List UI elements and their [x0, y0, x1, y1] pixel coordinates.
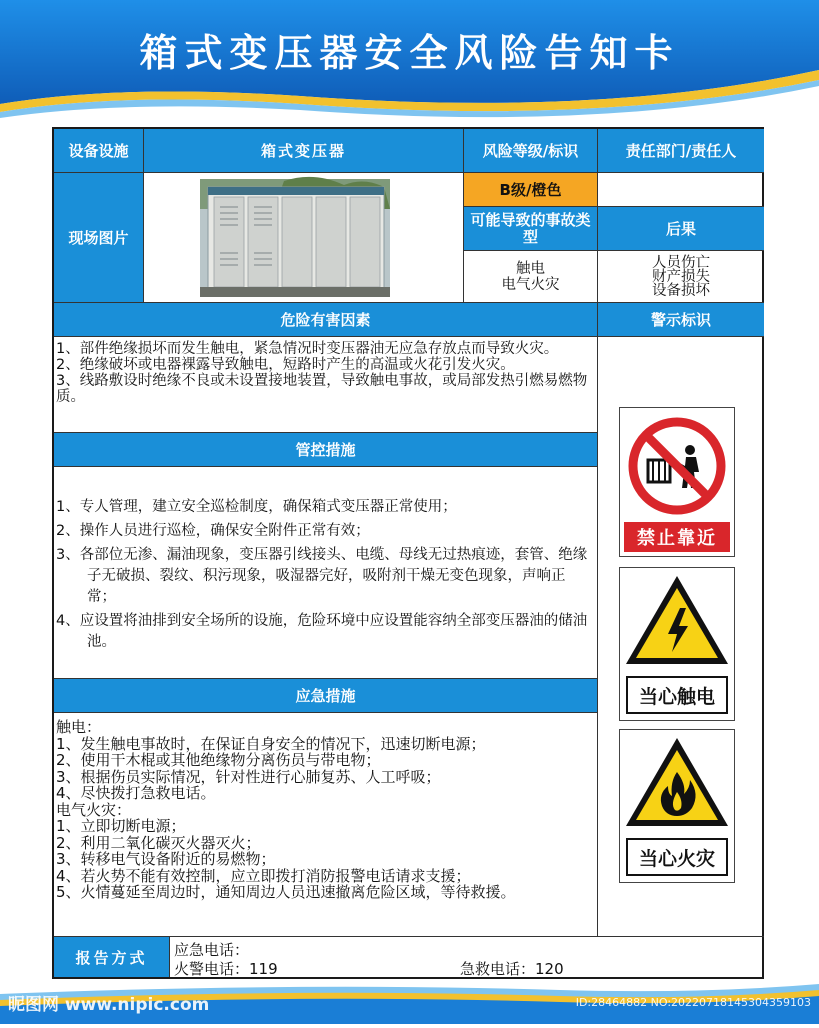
emergency-line: 4、若火势不能有效控制，应立即拨打消防报警电话请求支援； [56, 866, 471, 885]
site-photo [144, 173, 464, 303]
hazard-heading: 危险有害因素 [54, 303, 598, 337]
emergency-line: 电气火灾： [56, 800, 132, 819]
accident-types [464, 251, 598, 303]
control-item: 4、应设置将油排到安全场所的设施，危险环境中应设置能容纳全部变压器油的储油池。 [56, 613, 588, 650]
emergency-heading: 应急措施 [54, 679, 598, 713]
hazard-item: 1、部件绝缘损坏而发生触电，紧急情况时变压器油无应急存放点而导致火灾。 [56, 341, 559, 357]
consequence-item: 财产损失 [652, 268, 710, 285]
emergency-line: 2、使用干木棍或其他绝缘物分离伤员与带电物； [56, 751, 381, 769]
report-label: 报告方式 [54, 937, 170, 977]
ambulance-phone: 急救电话：120 [460, 960, 564, 977]
watermark-left: 昵图网 www.nipic.com [8, 995, 210, 1015]
warning-heading: 警示标识 [598, 303, 764, 337]
no-approach-label: 禁止靠近 [624, 522, 730, 552]
emergency-line: 触电： [56, 718, 102, 736]
fire-warning-sign [619, 729, 735, 883]
emergency-line: 4、尽快拨打急救电话。 [56, 784, 216, 802]
emergency-line: 3、转移电气设备附近的易燃物； [56, 850, 276, 868]
accident-type-item: 电气火灾 [501, 276, 560, 293]
consequences [598, 251, 764, 303]
equipment-label: 设备设施 [54, 129, 144, 173]
electric-warning-label: 当心触电 [626, 676, 728, 714]
fire-icon [620, 730, 734, 836]
fire-warning-label: 当心火灾 [626, 838, 728, 876]
emergency-line: 5、火情蔓延至周边时，通知周边人员迅速撤离危险区域，等待救援。 [56, 883, 516, 901]
emergency-line: 2、利用二氧化碳灭火器灭火； [56, 833, 261, 852]
consequence-item: 设备损坏 [652, 282, 710, 299]
control-item: 1、专人管理，建立安全巡检制度，确保箱式变压器正常使用； [56, 499, 457, 515]
emergency-line: 1、立即切断电源； [56, 817, 186, 835]
electric-warning-sign [619, 567, 735, 721]
hazard-item: 3、线路敷设时绝缘不良或未设置接地装置，导致触电事故，或局部发热引燃易燃物质。 [56, 373, 588, 405]
accident-type-item: 触电 [516, 260, 545, 277]
control-item: 3、各部位无渗、漏油现象，变压器引线接头、电缆、母线无过热痕迹，套管、绝缘子无破损、裂纹、积污现象，吸湿器完好，吸附剂干燥无变色现象，声响正常； [56, 547, 588, 605]
report-contacts [170, 937, 764, 977]
control-heading: 管控措施 [54, 433, 598, 467]
transformer-photo [144, 173, 464, 303]
dept-value [598, 173, 764, 207]
page-title: 箱式变压器安全风险告知卡 [139, 31, 680, 75]
control-item: 2、操作人员进行巡检，确保安全附件正常有效； [56, 523, 370, 539]
warning-signs-panel [598, 337, 764, 937]
emergency-phone: 应急电话： [174, 941, 250, 959]
electric-shock-icon [620, 568, 734, 674]
risk-level-label: 风险等级/标识 [464, 129, 598, 173]
accident-type-label: 可能导致的事故类型 [464, 207, 598, 251]
emergency-list [54, 713, 598, 937]
emergency-line: 3、根据伤员实际情况，针对性进行心肺复苏、人工呼吸； [56, 767, 441, 786]
hazard-list [54, 337, 598, 433]
header-banner [0, 0, 819, 118]
risk-level-value: B级/橙色 [464, 173, 598, 207]
hazard-item: 2、绝缘破坏或电器裸露导致触电，短路时产生的高温或火花引发火灾。 [56, 357, 515, 373]
no-approach-icon [620, 408, 734, 520]
control-list [54, 467, 598, 679]
consequence-item: 人员伤亡 [652, 254, 710, 271]
emergency-line: 1、发生触电事故时，在保证自身安全的情况下，迅速切断电源； [56, 734, 486, 753]
dept-label: 责任部门/责任人 [598, 129, 764, 173]
watermark-right: ID:28464882 NO:20220718145304359103 [575, 996, 811, 1009]
consequence-label: 后果 [598, 207, 764, 251]
risk-card [52, 127, 764, 979]
no-approach-sign [619, 407, 735, 557]
photo-label: 现场图片 [54, 173, 144, 303]
equipment-value: 箱式变压器 [144, 129, 464, 173]
fire-phone: 火警电话：119 [174, 960, 278, 977]
